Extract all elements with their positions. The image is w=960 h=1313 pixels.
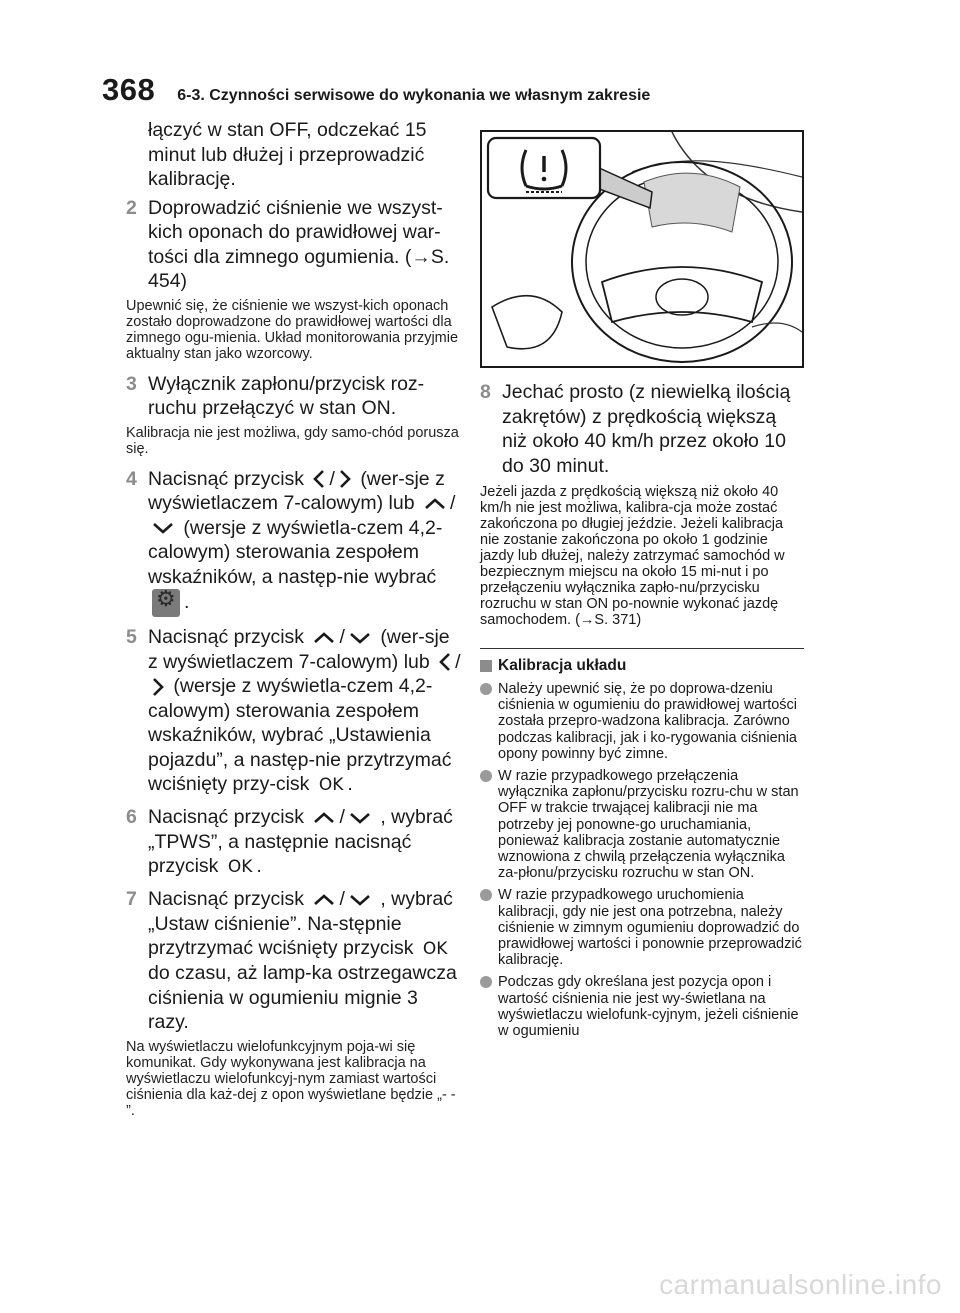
step-8 xyxy=(480,380,804,478)
chevron-down-icon xyxy=(349,812,371,824)
step-number: 7 xyxy=(126,888,137,911)
step-text: Doprowadzić ciśnienie we wszyst-kich oponach do prawidłowej war-tości dla zimnego ogumienia. (→S. 454) xyxy=(148,196,450,292)
step-5: 5 Nacisnąć przycisk / (wer-sje z wyświetlaczem 7-calowym) lub / (wersje z wyświetla-czem 4,2-calowym) sterowania zespołem wskaźników, wybrać „Ustawienia pojazdu”, a następ-nie przytrzymać wciśnięty przy-cisk OK . xyxy=(126,625,464,797)
square-bullet-icon xyxy=(480,660,492,672)
step-text: Wyłącznik zapłonu/przycisk roz-ruchu przełączyć w stan ON. xyxy=(148,372,425,419)
chevron-down-icon xyxy=(349,632,371,644)
ok-button-icon: OK xyxy=(227,856,253,877)
step-number: 5 xyxy=(126,626,137,648)
subheading: Kalibracja układu xyxy=(480,657,804,675)
section-title: 6-3. Czynności serwisowe do wykonania we własnym zakresie xyxy=(177,87,651,104)
ok-button-icon: OK xyxy=(318,774,344,795)
list-item: W razie przypadkowego uruchomienia kalibracji, gdy nie jest ona potrzebna, należy ciśnienie w zimnym ogumieniu doprowadzić do prawidłowej wartości i ponownie przeprowadzić kalibrację. xyxy=(480,887,804,968)
watermark: carmanualsonline.info xyxy=(659,1269,942,1300)
step-7-note: Na wyświetlaczu wielofunkcyjnym poja-wi się komunikat. Gdy wykonywana jest kalibracja na wyświetlaczu wielofunkcyj-nym zamiast wartości ciśnienia dla każ-dej z opon wyświetlane będzie „- - ”. xyxy=(126,1038,456,1119)
step-number: 3 xyxy=(126,372,137,395)
list-item: Należy upewnić się, że po doprowa-dzeniu ciśnienia w ogumieniu do prawidłowej wartości została przepro-wadzona kalibracja. Zarówno podczas kalibracji, jak i ko-rygowania ciśnienia opony powinny być zimne. xyxy=(480,681,804,762)
step-4: 4 Nacisnąć przycisk / (wer-sje z wyświetlaczem 7-calowym) lub / (wersje z wyświetla-czem 4,2-calowym) sterowania zespołem wskaźników, a następ-nie wybrać ⚙. xyxy=(126,467,464,618)
step-number: 2 xyxy=(126,196,137,219)
settings-gear-icon xyxy=(152,589,180,617)
chevron-left-icon xyxy=(313,469,325,489)
step-1-continuation: łączyć w stan OFF, odczekać 15 minut lub dłużej i przeprowadzić kalibrację. xyxy=(148,119,427,190)
bullet-dot-icon xyxy=(480,976,492,988)
chevron-up-icon xyxy=(313,894,335,906)
chevron-right-icon xyxy=(339,469,351,489)
slash: / xyxy=(329,467,335,490)
step-text: Jechać prosto (z niewielką ilością zakrętów) z prędkością większą niż około 40 km/h przez około 10 do 30 minut. xyxy=(502,381,791,477)
bullet-dot-icon xyxy=(480,889,492,901)
right-column xyxy=(480,380,804,1045)
ok-button-icon: OK xyxy=(422,938,448,959)
page-number: 368 xyxy=(102,72,156,107)
chevron-down-icon xyxy=(152,522,174,534)
chevron-up-icon xyxy=(424,498,446,510)
step-2 xyxy=(126,196,464,294)
list-item: Podczas gdy określana jest pozycja opon i wartość ciśnienia nie jest wy-świetlana na wyświetlaczu wielofunk-cyjnym, jeżeli ciśnienie w ogumieniu xyxy=(480,974,804,1039)
step-2-note: Upewnić się, że ciśnienie we wszyst-kich oponach zostało doprowadzone do prawidłowej wartości dla zimnego ogu-mienia. Układ monitorowania przyjmie aktualny stan jako wzorcowy. xyxy=(126,297,459,362)
step-3 xyxy=(126,372,464,421)
step-6: 6 Nacisnąć przycisk / , wybrać „TPWS”, a następnie nacisnąć przycisk OK . xyxy=(126,805,464,879)
dashboard-illustration xyxy=(480,130,804,368)
steering-wheel-drawing xyxy=(482,132,802,366)
step-7: 7 Nacisnąć przycisk / , wybrać „Ustaw ciśnienie”. Na-stępnie przytrzymać wciśnięty przycisk OK do czasu, aż lamp-ka ostrzegawcza ciśnienia w ogumieniu mignie 3 razy. xyxy=(126,888,457,1034)
step-number: 4 xyxy=(126,467,137,490)
bullet-dot-icon xyxy=(480,683,492,695)
list-item: W razie przypadkowego przełączenia wyłącznika zapłonu/przycisku rozru-chu w stan OFF w trakcie trwającej kalibracji nie ma potrzeby jej ponowne-go uruchamiania, ponieważ kalibracja zostanie automatycznie wznowiona z chwilą przełączenia wyłącznika za-płonu/przycisku rozruchu w stan ON. xyxy=(480,768,804,881)
chevron-left-icon xyxy=(439,652,451,672)
step-8-note: Jeżeli jazda z prędkością większą niż około 40 km/h nie jest możliwa, kalibra-cja może zostać zakończona po długiej jeździe. Jeżeli kalibracja nie zostanie zakończona po około 1 godzinie jazdy lub dłużej, należy zatrzymać samochód w bezpiecznym miejscu na około 15 mi-nut i po przełączeniu wyłącznika zapło-nu/przycisku rozruchu w stan ON po-nownie wykonać jazdę samochodem. (→S. 371) xyxy=(480,484,785,628)
page-header xyxy=(102,72,650,114)
section-divider xyxy=(480,648,804,649)
step-3-note: Kalibracja nie jest możliwa, gdy samo-chód porusza się. xyxy=(126,424,459,457)
left-column xyxy=(126,118,464,1129)
bullet-dot-icon xyxy=(480,770,492,782)
chevron-up-icon xyxy=(313,812,335,824)
chevron-right-icon xyxy=(152,677,164,697)
step-number: 8 xyxy=(480,381,491,403)
chevron-down-icon xyxy=(349,894,371,906)
chevron-up-icon xyxy=(313,632,335,644)
step-number: 6 xyxy=(126,806,137,829)
